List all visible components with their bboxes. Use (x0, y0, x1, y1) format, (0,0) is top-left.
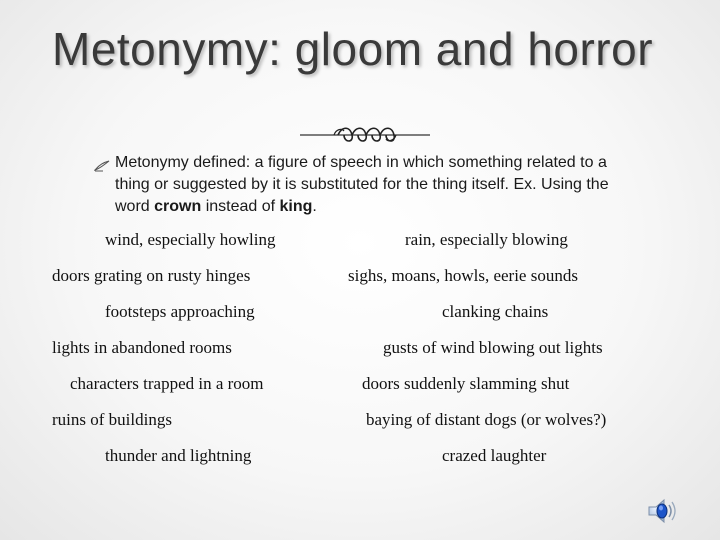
definition-text: Metonymy defined: a figure of speech in which something related to a thing or suggested by it is substituted for the thing itself. Ex. Using the word (115, 154, 609, 215)
right-list-item-baying: baying of distant dogs (or wolves?) (366, 410, 607, 429)
left-list-item-thunder: thunder and lightning (105, 446, 252, 465)
definition-example-crown: crown (154, 198, 202, 215)
left-list-item-doors-grating: doors grating on rusty hinges (52, 266, 251, 285)
left-list-item-ruins: ruins of buildings (52, 410, 172, 429)
definition-text-mid: instead of (201, 198, 280, 215)
right-list-item-laughter: crazed laughter (442, 446, 547, 465)
quill-bullet-icon (94, 160, 110, 172)
definition-example-king: king (279, 198, 313, 215)
right-list-item-gusts: gusts of wind blowing out lights (383, 338, 603, 357)
right-list-item-sighs: sighs, moans, howls, eerie sounds (348, 266, 578, 285)
right-list-item-slamming: doors suddenly slamming shut (362, 374, 570, 393)
speaker-audio-icon[interactable] (644, 494, 678, 528)
right-list-item-rain: rain, especially blowing (405, 230, 568, 249)
left-list-item-wind: wind, especially howling (105, 230, 276, 249)
left-list-item-footsteps: footsteps approaching (105, 302, 255, 321)
metonymy-definition (115, 152, 635, 218)
right-list-item-chains: clanking chains (442, 302, 549, 321)
left-list-item-lights: lights in abandoned rooms (52, 338, 232, 357)
definition-text-end: . (312, 198, 317, 215)
slide-title: Metonymy: gloom and horror (52, 23, 654, 75)
left-list-item-trapped: characters trapped in a room (70, 374, 264, 393)
ornamental-divider-icon (300, 124, 430, 146)
